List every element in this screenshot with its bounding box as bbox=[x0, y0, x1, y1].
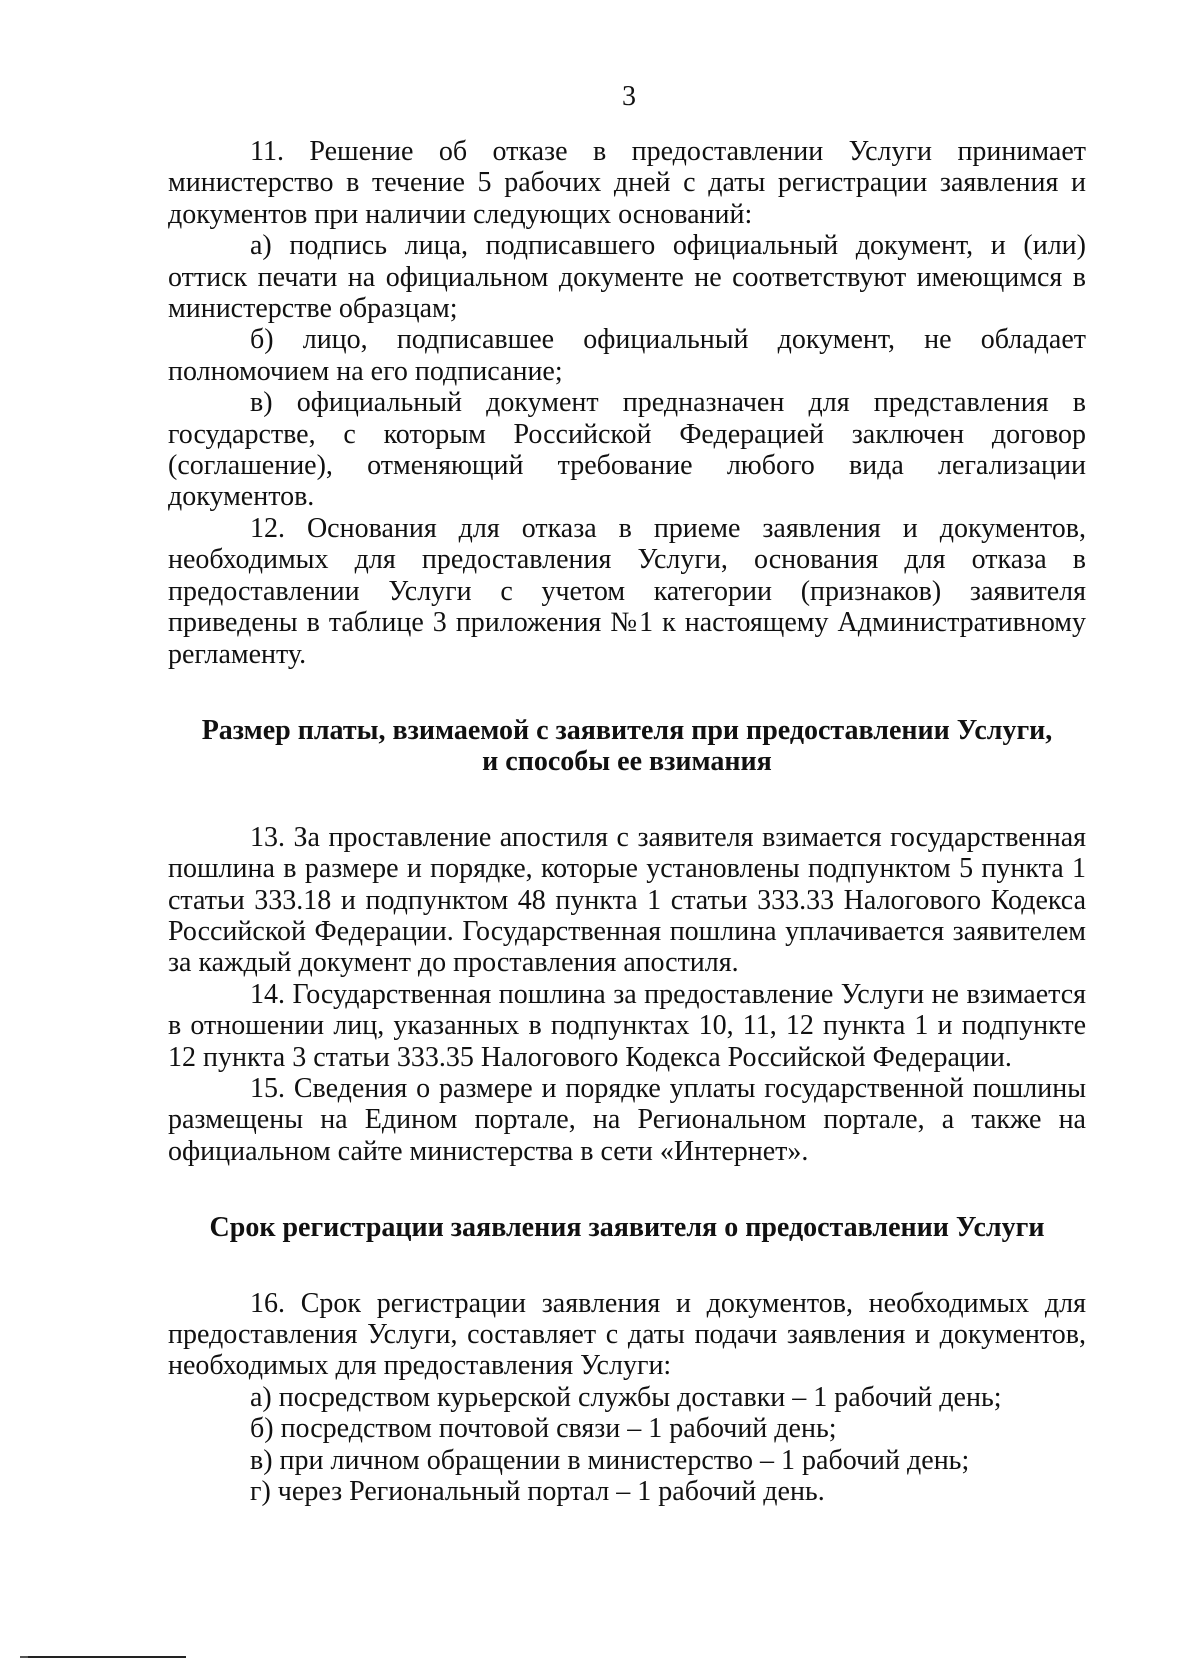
section-heading-fee-line-2: и способы ее взимания bbox=[482, 746, 772, 778]
paragraph-16-a: а) посредством курьерской службы доставки – 1 рабочий день; bbox=[250, 1381, 1002, 1413]
section-heading-registration-line: Срок регистрации заявления заявителя о предоставлении Услуги bbox=[209, 1212, 1045, 1244]
document-body bbox=[168, 136, 1086, 1507]
paragraph-12: 12. Основания для отказа в приеме заявления и документов, необходимых для предоставления Услуги, основания для отказа в предоставлении Услуги с учетом категории (признаков) заявителя приведены в таблице 3 приложения №1 к настоящему Административному регламенту. bbox=[168, 512, 1086, 670]
section-heading-fee-line-1: Размер платы, взимаемой с заявителя при предоставлении Услуги, bbox=[201, 714, 1053, 746]
paragraph-16: 16. Срок регистрации заявления и документов, необходимых для предоставления Услуги, составляет с даты подачи заявления и документов, необходимых для предоставления Услуги: bbox=[168, 1287, 1086, 1382]
paragraph-11: 11. Решение об отказе в предоставлении Услуги принимает министерство в течение 5 рабочих дней с даты регистрации заявления и документов при наличии следующих оснований: bbox=[168, 136, 1086, 230]
paragraph-16-c: в) при личном обращении в министерство – 1 рабочий день; bbox=[250, 1444, 970, 1476]
paragraph-11-c: в) официальный документ предназначен для представления в государстве, с которым Российской Федерацией заключен договор (соглашение), отменяющий требование любого вида легализации документов. bbox=[168, 387, 1086, 513]
paragraph-11-b: б) лицо, подписавшее официальный документ, не обладает полномочием на его подписание; bbox=[168, 324, 1086, 387]
paragraph-16-b: б) посредством почтовой связи – 1 рабочий день; bbox=[250, 1413, 837, 1445]
paragraph-14: 14. Государственная пошлина за предоставление Услуги не взимается в отношении лиц, указанных в подпунктах 10, 11, 12 пункта 1 и подпункте 12 пункта 3 статьи 333.35 Налогового Кодекса Российской Федерации. bbox=[168, 978, 1086, 1073]
paragraph-13: 13. За проставление апостиля с заявителя взимается государственная пошлина в размере и порядке, которые установлены подпунктом 5 пункта 1 статьи 333.18 и подпунктом 48 пункта 1 статьи 333.33 Налогового Кодекса Российской Федерации. Государственная пошлина уплачивается заявителем за каждый документ до проставления апостиля. bbox=[168, 821, 1086, 979]
section-heading-registration bbox=[168, 1212, 1086, 1243]
paragraph-15: 15. Сведения о размере и порядке уплаты государственной пошлины размещены на Едином портале, на Региональном портале, а также на официальном сайте министерства в сети «Интернет». bbox=[168, 1072, 1086, 1167]
paragraph-11-a: а) подпись лица, подписавшего официальный документ, и (или) оттиск печати на официальном документе не соответствуют имеющимся в министерстве образцам; bbox=[168, 230, 1086, 325]
footer-rule bbox=[20, 1656, 186, 1658]
page-number: 3 bbox=[622, 81, 636, 112]
paragraph-16-d: г) через Региональный портал – 1 рабочий день. bbox=[250, 1476, 825, 1508]
section-heading-fee bbox=[168, 715, 1086, 778]
